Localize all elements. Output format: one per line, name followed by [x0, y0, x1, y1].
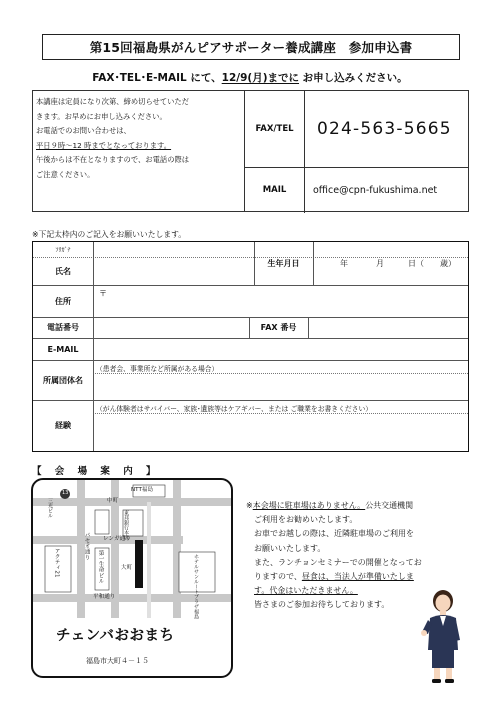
fax-tel-label: FAX/TEL [245, 91, 305, 167]
name-label: 氏名 [55, 266, 71, 276]
month-unit: 月 [376, 259, 384, 268]
map-roads [33, 480, 233, 678]
application-form [32, 241, 469, 452]
map-label-sanko: 三光ビル [47, 498, 53, 518]
divider [93, 242, 94, 451]
map-label-aktiy: アクティ21 [53, 548, 60, 578]
map-label-heiwa: 平和通り [93, 594, 116, 600]
fax-input[interactable] [310, 318, 468, 337]
page-title: 第15回福島県がんピアサポーター養成講座 参加申込書 [42, 34, 460, 60]
mail-label: MAIL [245, 167, 305, 213]
map-label-renga: レンガ通り [103, 536, 131, 542]
divider [33, 360, 468, 361]
deadline-date: 12/9(月)までに [221, 72, 300, 84]
divider [308, 317, 309, 338]
access-note-line: また、ランチョンセミナーでの開催となってお [254, 557, 422, 567]
access-title: 【 会 場 案 内 】 [32, 466, 161, 477]
map-label-pase: パセオ通り [83, 532, 90, 560]
contact-info-box [32, 90, 469, 212]
name-input[interactable] [95, 258, 252, 284]
furigana-label: ﾌﾘｶﾞﾅ [55, 247, 71, 254]
venue-marker [135, 540, 143, 588]
venue-name: チェンバおおまち [56, 628, 175, 644]
address-input[interactable] [95, 285, 468, 317]
phone-input[interactable] [95, 318, 248, 337]
receptionist-illustration [418, 588, 468, 686]
org-input[interactable] [95, 374, 468, 399]
divider [33, 400, 468, 401]
phone-label: 電話番号 [47, 323, 79, 332]
notice-text [33, 91, 245, 211]
postal-mark: 〒 [99, 289, 107, 298]
experience-label: 経験 [55, 421, 71, 430]
notice-line: 平日９時～12 時までとなっております。 [36, 140, 172, 150]
year-unit: 年 [340, 259, 348, 268]
address-label: 住所 [55, 296, 71, 306]
access-note-line: ご利用をお勧めいたします。 [254, 515, 358, 525]
map-label-dai1: 第一生命ビル [97, 550, 104, 584]
access-note-line: お車でお越しの際は、近隣駐車場のご利用を [254, 529, 414, 539]
org-label: 所属団体名 [43, 375, 83, 385]
map-label-hotel: ホテルサンルートプラザ福島 [193, 554, 199, 619]
deadline-line [0, 70, 500, 85]
access-note-line: お願いいたします。 [254, 543, 326, 553]
furigana-input[interactable] [95, 243, 252, 256]
fax-tel-number[interactable]: 024-563-5665 [317, 119, 452, 139]
notice-line: 午後からは不在となりますので、お電話の際は [36, 155, 190, 165]
notice-line: きます。お早めにお申し込みください。 [36, 111, 167, 121]
map-label-toyo: 東邦銀行本店 [123, 510, 129, 540]
birthdate-input[interactable] [313, 242, 468, 285]
org-hint: （患者会、事業所など所属がある場合） [96, 365, 219, 373]
experience-hint: （がん体験者はサバイバー、家族･遺族等はケアギバー、または ご職業をお書きください） [96, 405, 373, 413]
access-note-line: す。代金はいただきません。 [254, 586, 358, 596]
birthdate-label: 生年月日 [267, 259, 300, 268]
venue-map [31, 478, 233, 678]
map-label-omachi: 大町 [121, 565, 133, 571]
notice-line: 本講座は定員になり次第、締め切らせていただ [36, 97, 190, 106]
form-note: ※下記太枠内のご記入をお願いいたします。 [32, 230, 187, 239]
route-number: 13 [62, 490, 69, 496]
email-input[interactable] [95, 339, 468, 359]
day-unit: 日（ [408, 259, 424, 268]
notice-line: お電話でのお問い合わせは、 [36, 126, 131, 136]
mail-address[interactable]: office@cpn-fukushima.net [313, 184, 438, 196]
email-label: E-MAIL [47, 344, 79, 354]
deadline-prefix: FAX･TEL･E-MAIL にて、 [92, 72, 222, 84]
map-label-nakamachi: 中町 [107, 498, 119, 504]
experience-input[interactable] [95, 414, 468, 450]
access-note-line: 皆さまのご参加お待ちしております。 [254, 600, 390, 610]
venue-address: 福島市大町４－１５ [86, 657, 149, 665]
notice-line: ご注意ください。 [36, 169, 95, 179]
access-note-line: ※本会場に駐車場はありません。公共交通機関 [246, 501, 414, 510]
fax-label: FAX 番号 [260, 323, 297, 332]
age-unit: 歳） [440, 259, 456, 268]
deadline-suffix: お申し込みください。 [299, 72, 408, 84]
access-note-line: りますので、昼食は、当法人が準備いたしま [254, 572, 414, 582]
map-label-ntt: NTT福島 [131, 487, 154, 493]
